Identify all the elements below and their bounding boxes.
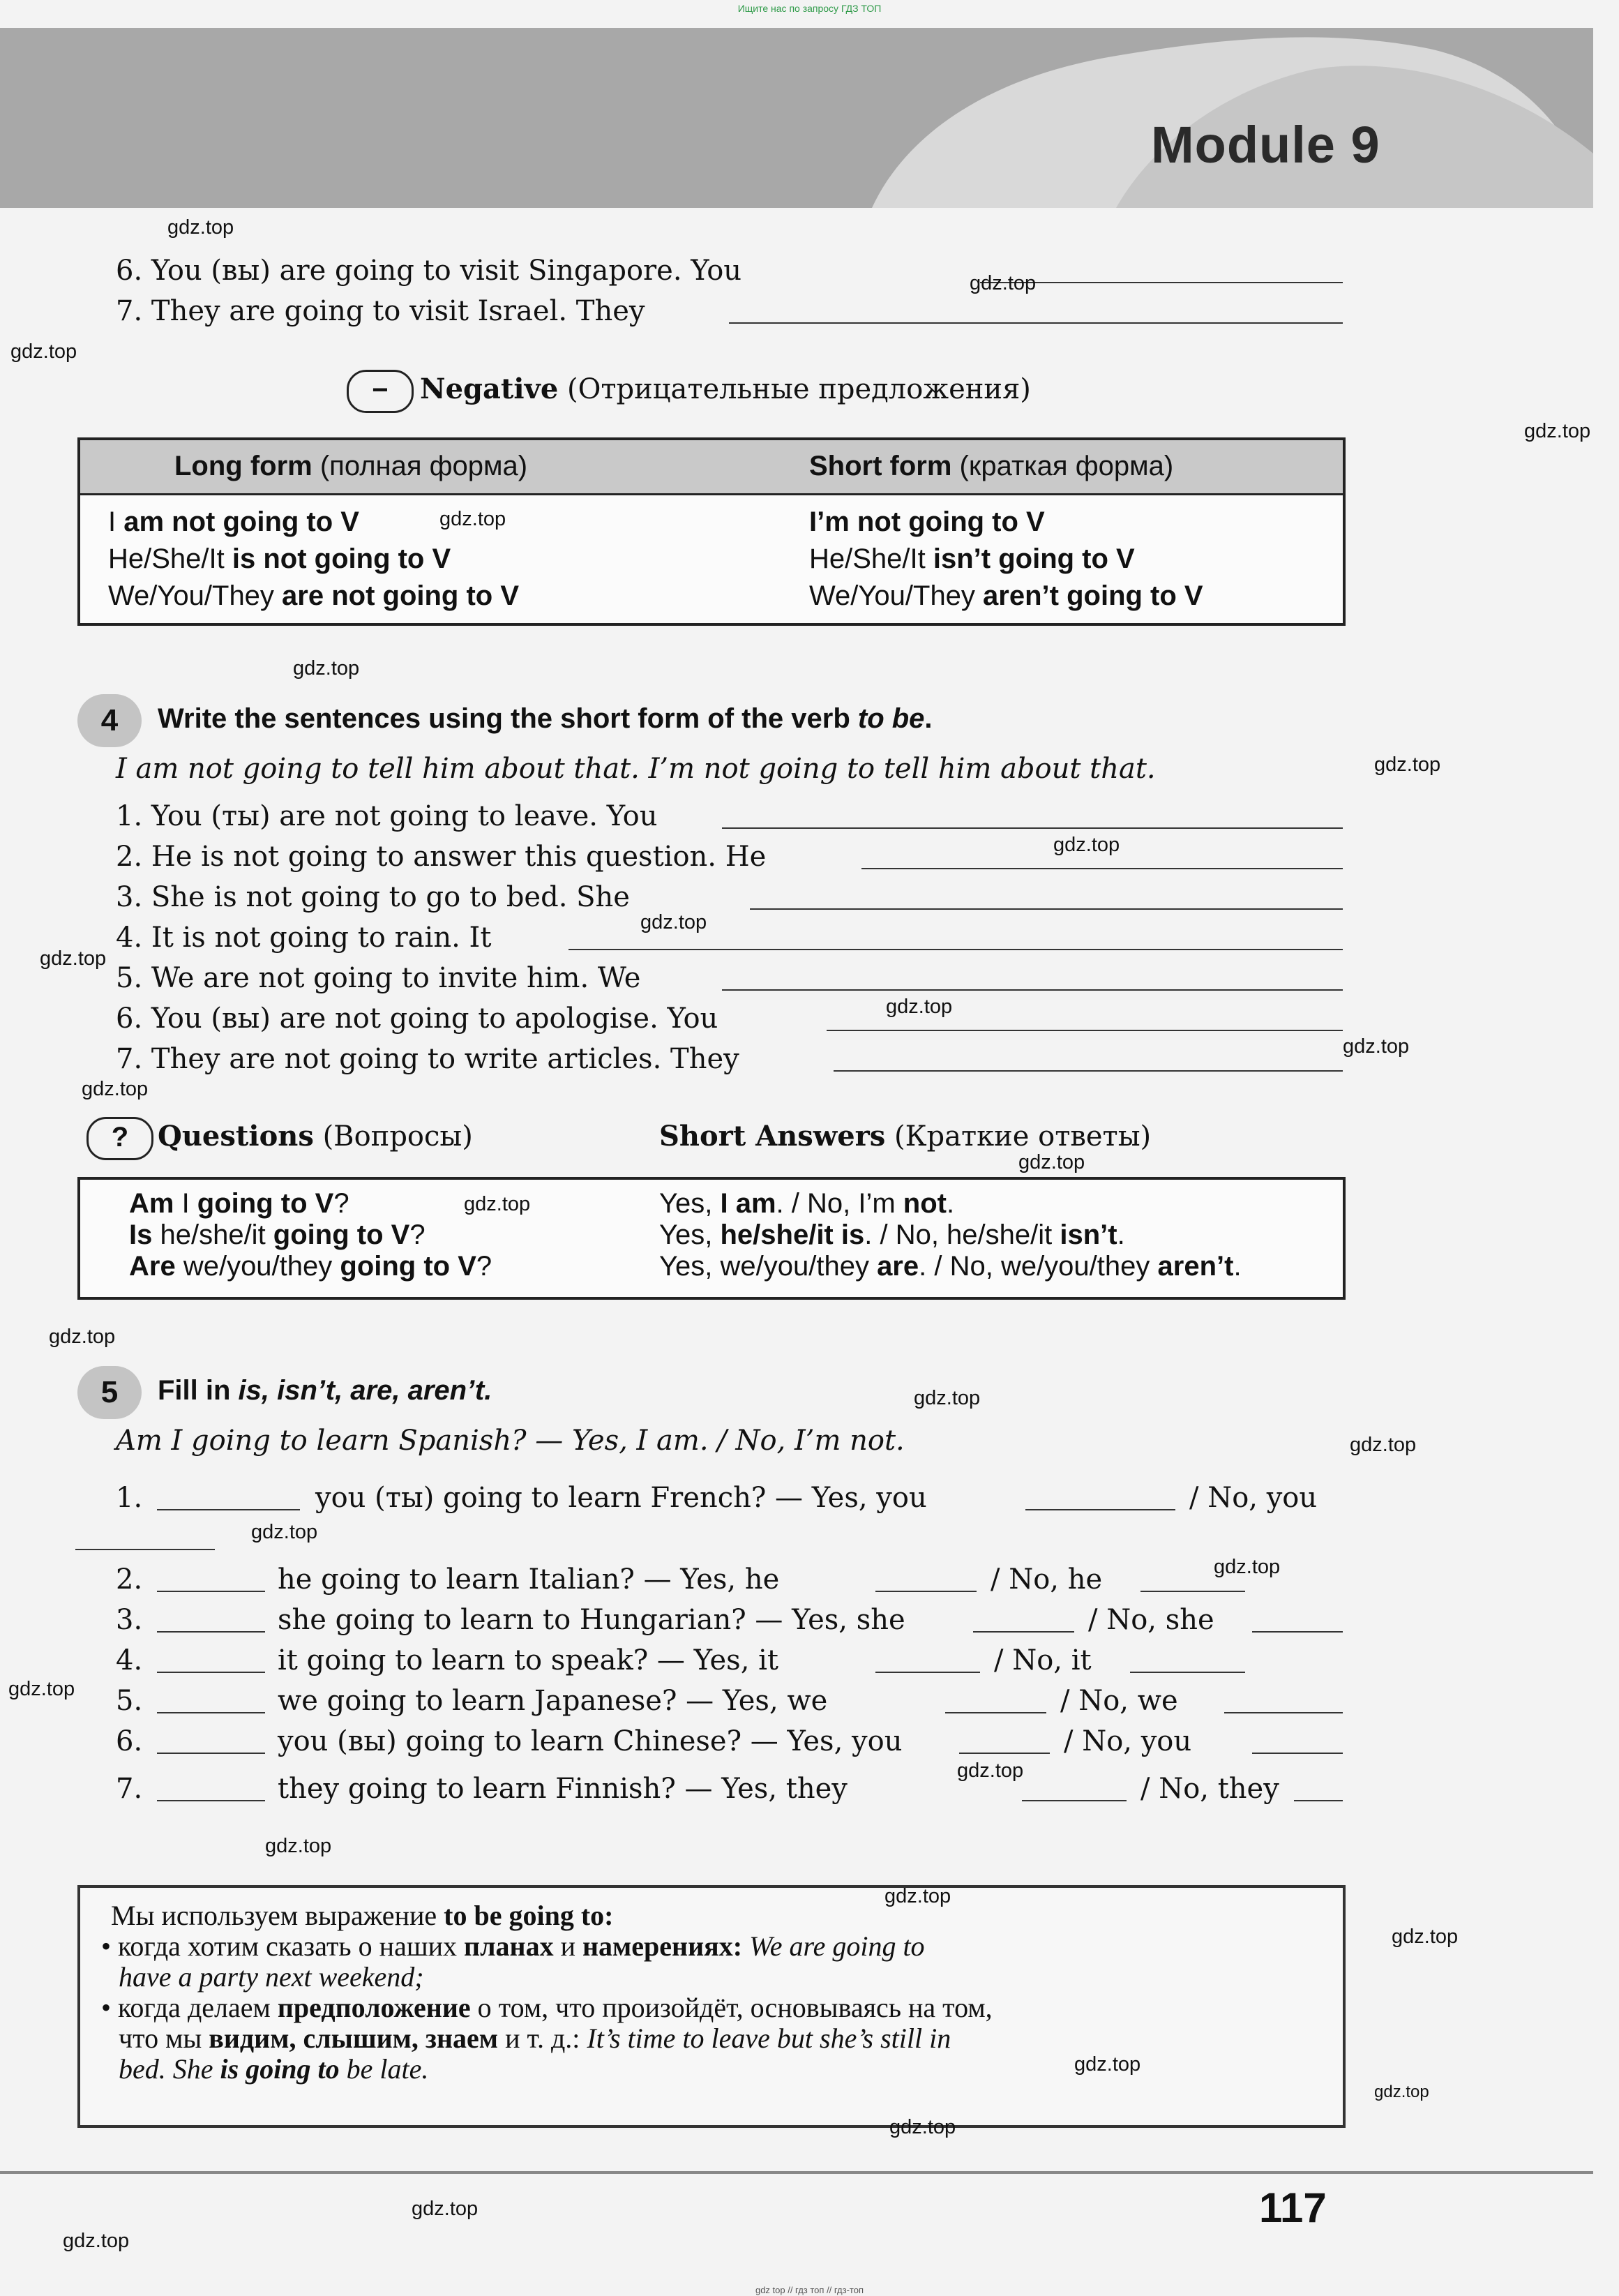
rule-bullet-2: • когда делаем предположение о том, что произойдёт, основываясь на том,	[101, 1992, 993, 2023]
exercise-5-item-text: he going to learn Italian? — Yes, he	[278, 1563, 780, 1596]
exercise-4-item: 2. He is not going to answer this question. He	[116, 841, 767, 873]
answer-blank[interactable]	[945, 1688, 1046, 1713]
questions-table	[77, 1177, 1346, 1300]
exercise-4-item: 7. They are not going to write articles. They	[116, 1043, 739, 1075]
exercise-5-item-text: we going to learn Japanese? — Yes, we	[278, 1685, 828, 1717]
watermark: gdz.top	[1374, 2083, 1429, 2101]
watermark: gdz.top	[889, 2116, 956, 2138]
exercise-4-number: 4	[77, 694, 142, 747]
item-text: They are going to visit Israel. They	[151, 295, 645, 327]
watermark: gdz.top	[82, 1078, 149, 1100]
watermark: gdz.top	[49, 1326, 116, 1348]
answer-blank[interactable]	[157, 1776, 265, 1801]
exercise-5-item-text: / No, he	[991, 1563, 1103, 1596]
rule-bullet-1-cont: have a party next weekend;	[119, 1961, 424, 1993]
question-icon: ?	[86, 1117, 153, 1160]
exercise-5-example: Am I going to learn Spanish? — Yes, I am. / No, I’m not.	[116, 1425, 905, 1457]
exercise-4-item: 6. You (вы) are not going to apologise. You	[116, 1003, 718, 1035]
rule-bullet-2-cont: bed. She is going to be late.	[119, 2053, 429, 2085]
answer-blank[interactable]	[959, 1729, 1050, 1754]
footer-tiny-text: gdz top // гдз топ // гдз-топ	[755, 2285, 864, 2295]
exercise-5-item-text: / No, she	[1088, 1604, 1214, 1636]
exercise-4-example: I am not going to tell him about that. I’m not going to tell him about that.	[116, 753, 1156, 785]
module-title: Module 9	[1151, 116, 1380, 174]
watermark: gdz.top	[640, 911, 707, 933]
answer-blank[interactable]	[157, 1607, 265, 1633]
rule-bullet-1: • когда хотим сказать о наших планах и намерениях: We are going to	[101, 1930, 925, 1962]
short-answer-row: Yes, I am. / No, I’m not.	[659, 1188, 955, 1219]
watermark: gdz.top	[1074, 2053, 1141, 2076]
continuation-item-6	[116, 254, 741, 287]
item-number: 6.	[116, 255, 143, 287]
watermark: gdz.top	[439, 508, 506, 530]
negative-title: Negative (Отрицательные предложения)	[420, 373, 1031, 405]
watermark: gdz.top	[884, 1885, 951, 1907]
long-form-row: He/She/It is not going to V	[108, 543, 451, 574]
long-form-row: I am not going to V	[108, 507, 359, 537]
minus-icon: −	[347, 370, 414, 413]
short-answers-title: Short Answers (Краткие ответы)	[659, 1120, 1152, 1153]
watermark: gdz.top	[1374, 753, 1441, 776]
answer-blank[interactable]	[875, 1648, 980, 1673]
answer-blank[interactable]	[1130, 1648, 1245, 1673]
exercise-5-item-text: they going to learn Finnish? — Yes, they	[278, 1773, 848, 1805]
answer-blank[interactable]	[157, 1688, 265, 1713]
exercise-5-item-text: / No, they	[1140, 1773, 1279, 1805]
short-answer-row: Yes, we/you/they are. / No, we/you/they aren’t.	[659, 1251, 1242, 1282]
answer-blank[interactable]	[722, 804, 1343, 829]
watermark: gdz.top	[293, 657, 360, 680]
answer-blank[interactable]	[157, 1729, 265, 1754]
answer-blank[interactable]	[1252, 1729, 1343, 1754]
watermark: gdz.top	[40, 947, 107, 970]
exercise-5-title: Fill in is, isn’t, are, aren’t.	[158, 1375, 492, 1406]
watermark: gdz.top	[914, 1387, 981, 1409]
answer-blank[interactable]	[157, 1567, 265, 1592]
short-form-row: I’m not going to V	[809, 507, 1045, 537]
answer-blank[interactable]	[75, 1525, 215, 1550]
rule-intro: Мы используем выражение to be going to:	[111, 1900, 614, 1931]
answer-blank[interactable]	[973, 1607, 1074, 1633]
answer-blank[interactable]	[722, 966, 1343, 991]
watermark: gdz.top	[1343, 1035, 1410, 1058]
exercise-5-item-text: you (ты) going to learn French? — Yes, you	[315, 1482, 927, 1514]
short-form-heading: Short form (краткая форма)	[809, 451, 1174, 481]
item-text: You (вы) are going to visit Singapore. You	[151, 255, 742, 287]
exercise-5-item-text: / No, you	[1064, 1725, 1192, 1757]
watermark: gdz.top	[265, 1835, 332, 1857]
watermark: gdz.top	[1053, 834, 1120, 856]
answer-blank[interactable]	[834, 1046, 1343, 1072]
continuation-item-7	[116, 294, 645, 328]
watermark: gdz.top	[1214, 1556, 1281, 1578]
exercise-5-item-text: / No, we	[1060, 1685, 1178, 1717]
item-number: 7.	[116, 295, 143, 327]
watermark: gdz.top	[10, 340, 77, 363]
watermark: gdz.top	[251, 1521, 318, 1543]
exercise-5-item-number: 4.	[116, 1644, 143, 1676]
watermark: gdz.top	[1018, 1151, 1085, 1173]
short-form-row: He/She/It isn’t going to V	[809, 543, 1135, 574]
negative-table	[77, 437, 1346, 626]
exercise-4-item: 3. She is not going to go to bed. She	[116, 881, 630, 913]
answer-blank[interactable]	[1224, 1688, 1343, 1713]
page-number: 117	[1259, 2184, 1327, 2231]
long-form-heading: Long form (полная форма)	[174, 451, 528, 481]
exercise-5-item-number: 3.	[116, 1604, 143, 1636]
exercise-4-item: 1. You (ты) are not going to leave. You	[116, 800, 658, 832]
exercise-5-item-number: 7.	[116, 1773, 143, 1805]
answer-blank[interactable]	[750, 885, 1343, 910]
exercise-5-item-number: 2.	[116, 1563, 143, 1596]
question-row: Am I going to V?	[129, 1188, 349, 1219]
answer-blank[interactable]	[1025, 1485, 1175, 1510]
answer-blank[interactable]	[1294, 1776, 1343, 1801]
answer-blank[interactable]	[875, 1567, 977, 1592]
watermark: gdz.top	[412, 2198, 479, 2220]
answer-blank[interactable]	[1022, 1776, 1127, 1801]
footer-divider	[0, 2171, 1593, 2174]
question-row: Is he/she/it going to V?	[129, 1220, 426, 1250]
long-form-row: We/You/They are not going to V	[108, 580, 520, 611]
answer-blank[interactable]	[729, 299, 1343, 324]
watermark: gdz.top	[1524, 420, 1591, 442]
watermark: gdz.top	[970, 272, 1037, 294]
exercise-5-item-text: she going to learn to Hungarian? — Yes, she	[278, 1604, 905, 1636]
short-form-row: We/You/They aren’t going to V	[809, 580, 1203, 611]
rule-box	[77, 1885, 1346, 2128]
watermark: gdz.top	[464, 1193, 531, 1215]
exercise-5-item-number: 1.	[116, 1482, 143, 1514]
exercise-5-item-number: 5.	[116, 1685, 143, 1717]
exercise-5-item-text: / No, you	[1189, 1482, 1318, 1514]
watermark: gdz.top	[886, 996, 953, 1018]
question-row: Are we/you/they going to V?	[129, 1251, 492, 1282]
watermark: gdz.top	[167, 216, 234, 239]
top-watermark-text: Ищите нас по запросу ГДЗ ТОП	[737, 3, 882, 14]
watermark: gdz.top	[1392, 1926, 1459, 1948]
answer-blank[interactable]	[157, 1648, 265, 1673]
watermark: gdz.top	[8, 1678, 75, 1700]
exercise-4-item: 4. It is not going to rain. It	[116, 922, 492, 954]
watermark: gdz.top	[63, 2230, 130, 2252]
exercise-5-number: 5	[77, 1366, 142, 1419]
answer-blank[interactable]	[157, 1485, 300, 1510]
watermark: gdz.top	[957, 1759, 1024, 1782]
exercise-5-item-text: / No, it	[994, 1644, 1092, 1676]
rule-bullet-2-cont: что мы видим, слышим, знаем и т. д.: It’s time to leave but she’s still in	[119, 2023, 951, 2054]
questions-title: Questions (Вопросы)	[158, 1120, 473, 1153]
exercise-4-title: Write the sentences using the short form of the verb to be.	[158, 703, 933, 734]
answer-blank[interactable]	[1252, 1607, 1343, 1633]
exercise-5-item-text: you (вы) going to learn Chinese? — Yes, you	[278, 1725, 903, 1757]
short-answer-row: Yes, he/she/it is. / No, he/she/it isn’t.	[659, 1220, 1125, 1250]
exercise-4-item: 5. We are not going to invite him. We	[116, 962, 641, 994]
exercise-5-item-number: 6.	[116, 1725, 143, 1757]
watermark: gdz.top	[1350, 1434, 1417, 1456]
exercise-5-item-text: it going to learn to speak? — Yes, it	[278, 1644, 778, 1676]
